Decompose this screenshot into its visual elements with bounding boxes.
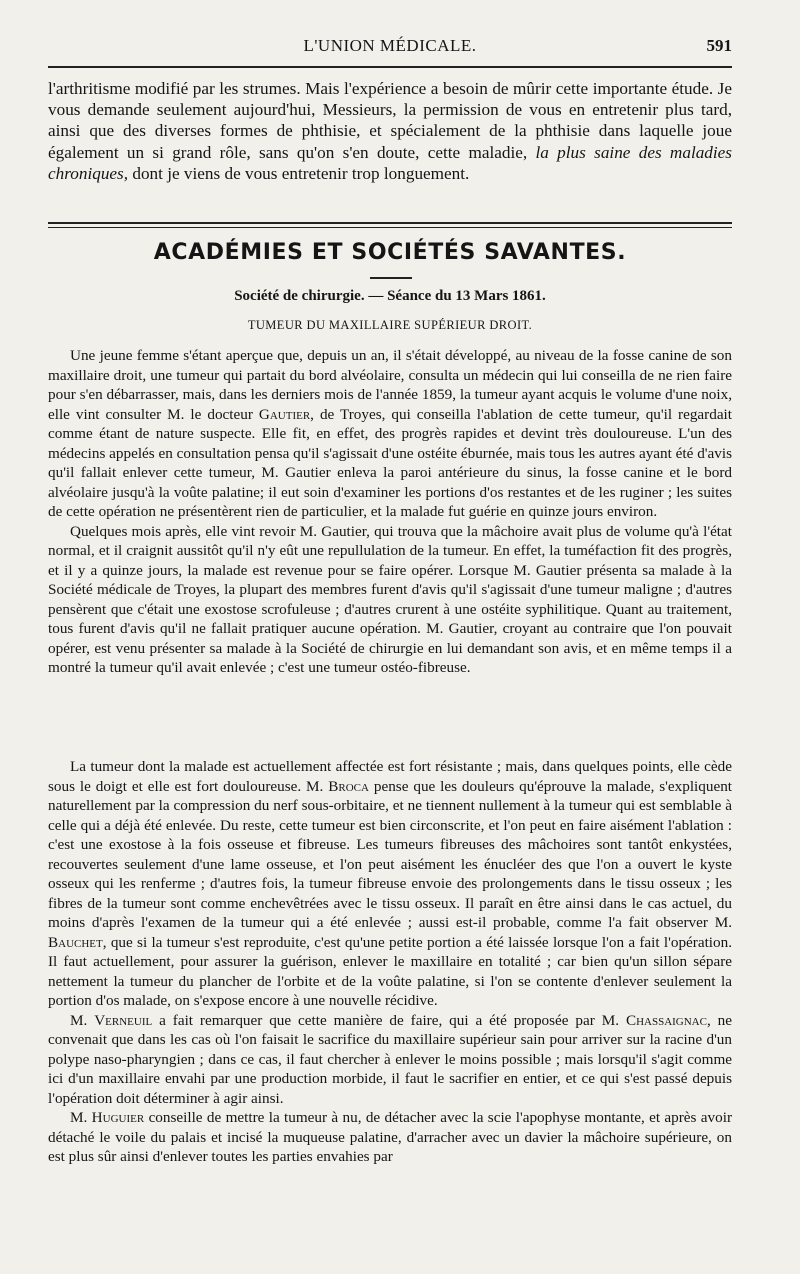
- section-title: ACADÉMIES ET SOCIÉTÉS SAVANTES.: [153, 240, 627, 265]
- p4-name-verneuil: Verneuil: [94, 1011, 153, 1029]
- article-body-part-2: [48, 757, 732, 1167]
- page-header: [48, 32, 732, 60]
- p4-text-b: , ne convenait que dans les cas où l'on faisait le sacrifice du maxillaire supérieur sain pour arriver sur la racine d'un polype naso-pharyngien ; dans ce cas, il faut chercher à enlever le moins possible ; mais lorsqu'il s'agit comme ici d'un maxillaire envahi par une production morbide, il faut le sacrifier en entier, et ce qui s'est passé depuis l'opération doit déterminer à agir ainsi.: [48, 1011, 733, 1107]
- header-rule: [48, 66, 732, 68]
- paragraph-2: Quelques mois après, elle vint revoir M. Gautier, qui trouva que la mâchoire avait plus de volume qu'à l'état normal, et il craignit aussitôt qu'il n'y eût une repullulation de la tumeur. En effet, la tuméfaction fit des progrès, et il y a quinze jours, la malade est revenue pour se faire opérer. Lorsque M. Gautier présenta sa malade à la Société médicale de Troyes, la plupart des membres furent d'avis qu'il s'agissait d'une tumeur maligne ; d'autres pensèrent que c'était une exostose scrofuleuse ; d'autres crurent à une ostéite syphilitique. Quant au traitement, tous furent d'avis qu'il ne fallait pratiquer aucune opération. M. Gautier, croyant au contraire que l'on pouvait opérer, est venu présenter sa malade à la Société de chirurgie en lui demandant son avis, et en même temps il a montré la tumeur qu'il avait enlevée ; c'est une tumeur ostéo-fibreuse.: [48, 522, 732, 676]
- p4-name-chassaignac: Chassaignac: [625, 1011, 707, 1029]
- section-divider-thin: [48, 227, 732, 228]
- p1-text-a: Une jeune femme s'étant aperçue que, depuis un an, il s'était développé, au niveau de la fosse canine de son maxillaire droit, une tumeur qui partait du bord alvéolaire, consulta un médecin qui lui conseilla de ne rien faire pour s'en débarrasser, mais, dans les derniers mois de l'année 1859, la tumeur ayant acquis le volume d'une noix, elle vint consulter M. le docteur: [48, 347, 732, 423]
- paragraph-4: [48, 1011, 732, 1109]
- p5-text-a: conseille de mettre la tumeur à nu, de détacher avec la scie l'apophyse montante, et après avoir détaché le voile du palais et incisé la muqueuse palatine, d'arracher avec un davier la mâchoire supérieure, on est plus sûr ainsi d'enlever toutes les parties envahies par: [48, 1109, 733, 1165]
- page-number: 591: [706, 36, 732, 55]
- p1-text-b: , de Troyes, qui conseilla l'ablation de cette tumeur, qu'il regardait comme étant de nature suspecte. Elle fit, en effet, des progrès rapides et devint très douloureuse. L'un des médecins appelés en consultation pensa qu'il s'agissait d'une ostéite éburnée, mais tous les autres ayant été d'avis qu'il fallait enlever cette tumeur, M. Gautier enleva la paroi antérieure du sinus, la fosse canine et le bord alvéolaire jusqu'à la voûte palatine; il eut soin d'examiner les portions d'os restantes et de les ruginer ; les suites de cette opération ne présentèrent rien de particulier, et la malade fut guérie en quinze jours environ.: [48, 405, 732, 520]
- society-session-line: Société de chirurgie. — Séance du 13 Mars 1861.: [234, 288, 546, 304]
- p4-m: M.: [70, 1011, 88, 1029]
- p5-name-huguier: Huguier: [91, 1109, 145, 1126]
- intro-paragraph: [48, 78, 732, 184]
- running-title: L'UNION MÉDICALE.: [303, 36, 477, 55]
- paragraph-1: [48, 346, 732, 522]
- p3-text-a: La tumeur dont la malade est actuellement affectée est fort résistante ; mais, dans quelques points, elle cède sous le doigt et elle est fort douloureuse. M.: [48, 758, 732, 795]
- intro-text-2: dont je viens de vous entretenir trop longuement.: [132, 163, 470, 183]
- article-body-part-1: [48, 346, 732, 678]
- p3-name-broca: Broca: [328, 777, 369, 795]
- title-underline: [370, 277, 412, 279]
- paragraph-5: [48, 1108, 732, 1167]
- intro-italic-phrase: la plus saine des maladies chroniques,: [48, 142, 732, 183]
- paragraph-3: [48, 757, 732, 1011]
- article-subheading: TUMEUR DU MAXILLAIRE SUPÉRIEUR DROIT.: [247, 318, 533, 332]
- p1-name-gautier: Gautier: [258, 405, 311, 423]
- p3-text-b: pense que les douleurs qu'éprouve la malade, s'expliquent naturellement par la compression du nerf sous-orbitaire, et ne tiennent nullement à la tumeur qui est semblable à celle qui a déjà été enlevée. Du reste, cette tumeur est bien circonscrite, et l'on peut en faire aisément l'ablation : c'est une exostose à la fois osseuse et fibreuse. Les tumeurs fibreuses des mâchoires sont tantôt enkystées, recouvertes seulement d'une lame osseuse, et l'on peut aisément les énucléer des que l'on a ouvert le kyste osseux qui les renferme ; d'autres fois, la tumeur fibreuse envoie des prolongements dans le tissu osseux ; les fibres de la tumeur sont comme enchevêtrées avec le tissu osseux. Il paraît en être ainsi dans le cas actuel, du moins d'après l'examen de la tumeur qui a été enlevée ; aussi est-il probable, comme l'a fait observer M.: [48, 777, 733, 931]
- p4-text-a: a fait remarquer que cette manière de faire, qui a été proposée par M.: [159, 1011, 620, 1029]
- p3-text-c: , que si la tumeur s'est reproduite, c'est qu'une petite portion a été laissée lorsque l'on a fait l'opération. Il faut actuellement, pour assurer la guérison, enlever le maxillaire en totalité ; car bien qu'un sillon sépare nettement la tumeur du plancher de l'orbite et de la voûte palatine, si l'on se contente d'enlever seulement la portion d'os malade, on s'expose encore à une nouvelle récidive.: [48, 933, 732, 1009]
- p5-m: M.: [70, 1109, 88, 1126]
- p3-name-bauchet: Bauchet: [48, 933, 103, 951]
- section-divider-thick: [48, 222, 732, 224]
- intro-text-1: l'arthritisme modifié par les strumes. Mais l'expérience a besoin de mûrir cette importante étude. Je vous demande seulement aujourd'hui, Messieurs, la permission de vous en entretenir plus tard, ainsi que des diverses formes de phthisie, et spécialement de la phthisie dans laquelle joue également un si grand rôle, sans qu'on s'en doute, cette maladie,: [48, 79, 732, 162]
